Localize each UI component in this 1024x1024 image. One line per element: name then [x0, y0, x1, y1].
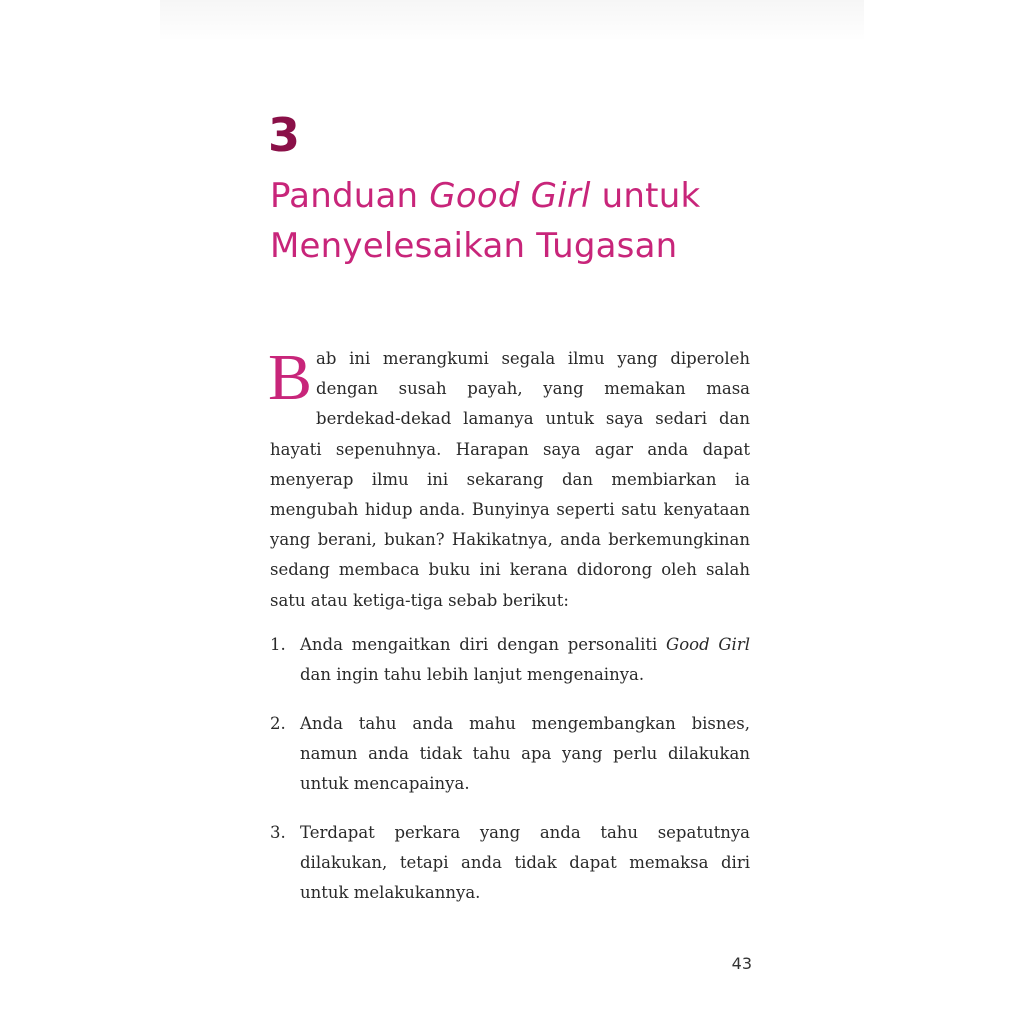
chapter-title-line2: Menyelesaikan Tugasan [270, 226, 678, 266]
list-item-number: 1. [270, 635, 286, 654]
list-item-text-before: Anda mengaitkan diri dengan personaliti [300, 635, 667, 654]
drop-cap: B [268, 341, 313, 414]
chapter-title [270, 171, 790, 271]
list-item-text: Anda tahu anda mahu mengembangkan bisnes, namun anda tidak tahu apa yang perlu dilakukan untuk mencapainya. [300, 714, 750, 794]
list-item-text [300, 630, 750, 690]
chapter-number: 3 [268, 108, 301, 162]
scan-shadow [160, 0, 864, 42]
list-item [270, 630, 750, 690]
list-item-text: Terdapat perkara yang anda tahu sepatutnya dilakukan, tetapi anda tidak dapat memaksa diri untuk melakukannya. [300, 823, 750, 903]
list-item [270, 709, 750, 800]
chapter-title-part1: Panduan [270, 176, 430, 216]
intro-paragraph [268, 341, 750, 616]
chapter-title-part2: untuk [590, 176, 701, 216]
list-item-number: 3. [270, 823, 286, 842]
list-item-number: 2. [270, 714, 286, 733]
intro-text: ab ini merangkumi segala ilmu yang diperoleh dengan susah payah, yang memakan masa berdekad-dekad lamanya untuk saya sedari dan hayati sepenuhnya. Harapan saya agar anda dapat menyerap ilmu ini sekarang dan membiarkan ia mengubah hidup anda. Bunyinya seperti satu kenyataan yang berani, bukan? Hakikatnya, anda berkemungkinan sedang membaca buku ini kerana didorong oleh salah satu atau ketiga-tiga sebab berikut: [270, 349, 750, 610]
list-item-text-italic: Good Girl [666, 635, 750, 654]
list-item-text-after: dan ingin tahu lebih lanjut mengenainya. [300, 665, 645, 685]
chapter-title-italic: Good Girl [429, 176, 591, 216]
page-number: 43 [731, 954, 752, 973]
list-item [270, 818, 750, 909]
